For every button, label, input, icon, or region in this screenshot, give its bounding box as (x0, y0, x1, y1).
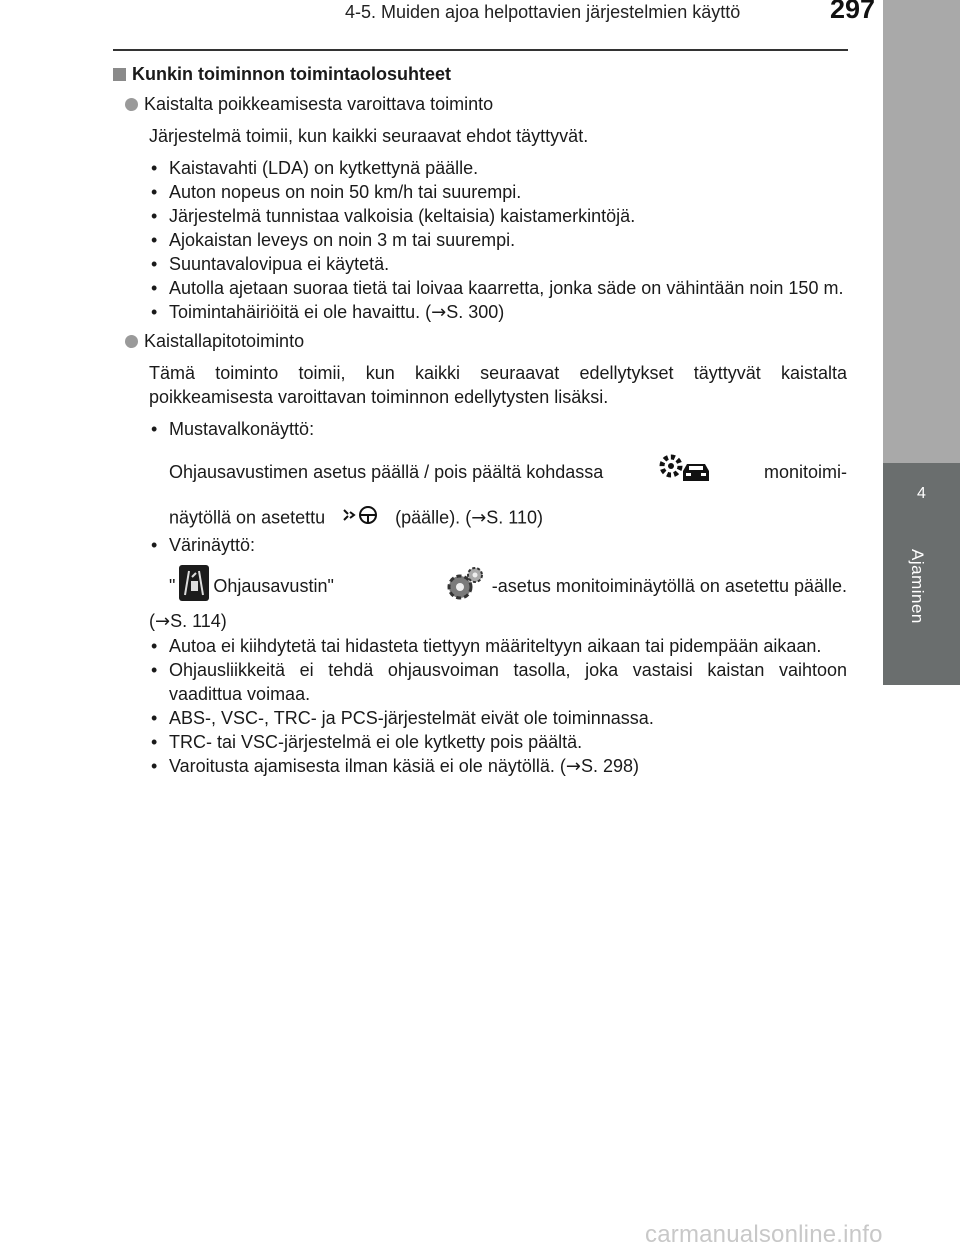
chapter-tab[interactable] (883, 463, 960, 685)
list-item: • Autolla ajetaan suoraa tietä tai loivaa kaarretta, jonka säde on vähintään noin 150 m. (149, 276, 847, 300)
side-tab-upper (883, 0, 960, 463)
page-reference-link[interactable]: S. 300) (446, 302, 505, 322)
mono-text-2: monitoimi- (763, 461, 847, 482)
header-section-title: 4-5. Muiden ajoa helpottavien järjestelmien käyttö (345, 2, 741, 22)
page-reference-link[interactable]: S. 114) (170, 611, 227, 631)
circle-bullet-icon (125, 98, 138, 111)
color-text-3: -asetus monitoiminäytöllä on asetettu päälle. (491, 576, 847, 596)
arrow-icon: → (155, 611, 171, 632)
lka-heading (125, 329, 847, 353)
square-bullet-icon (113, 68, 126, 81)
list-item: • Ajokaistan leveys on noin 3 m tai suurempi. (149, 228, 847, 252)
ldw-heading-text: Kaistalta poikkeamisesta varoittava toiminto (144, 94, 494, 114)
chapter-number: 4 (917, 485, 926, 502)
arrow-icon: → (471, 507, 487, 529)
lane-assist-icon (179, 565, 209, 607)
circle-bullet-icon (125, 335, 138, 348)
steering-assist-icon (338, 504, 382, 533)
list-item (149, 754, 847, 779)
list-item: • Kaistavahti (LDA) on kytkettynä päälle. (149, 156, 847, 180)
color-ref-line (149, 609, 847, 634)
ref-open-paren: ( (149, 611, 155, 631)
ldw-heading (125, 92, 847, 116)
list-item: • TRC- tai VSC-järjestelmä ei ole kytketty pois päältä. (149, 730, 847, 754)
lka-heading-text: Kaistallapitotoiminto (144, 331, 305, 351)
lka-display-list (149, 417, 847, 441)
settings-car-icon (653, 451, 715, 492)
list-item-text: Toimintahäiriöitä ei ole havaittu. ( (169, 302, 432, 322)
list-item: • ABS-, VSC-, TRC- ja PCS-järjestelmät eivät ole toiminnassa. (149, 706, 847, 730)
main-content (113, 62, 847, 783)
mono-text-4: (päälle). ( (395, 507, 472, 528)
lka-conditions-list (149, 634, 847, 779)
list-item-text: Varoitusta ajamisesta ilman käsiä ei ole näytöllä. ( (169, 756, 566, 776)
page-number: 297 (830, 0, 876, 24)
list-item: • Auton nopeus on noin 50 km/h tai suurempi. (149, 180, 847, 204)
section-heading (113, 62, 847, 86)
ldw-conditions-list (149, 156, 847, 325)
list-item: • Autoa ei kiihdytetä tai hidasteta tiettyyn määriteltyyn aikaan tai pidempään aikaan. (149, 634, 847, 658)
arrow-icon: → (565, 756, 581, 777)
mono-display-text (169, 451, 847, 533)
arrow-icon: → (431, 302, 447, 323)
color-text-2: Ohjausavustin" (213, 576, 334, 596)
header-divider (113, 49, 848, 51)
color-text-1: " (169, 576, 176, 596)
list-item: • Järjestelmä tunnistaa valkoisia (keltaisia) kaistamerkintöjä. (149, 204, 847, 228)
mono-text-1: Ohjausavustimen asetus päällä / pois päältä kohdassa (169, 461, 604, 482)
list-item: • Suuntavalovipua ei käytetä. (149, 252, 847, 276)
gear-settings-icon (442, 565, 486, 607)
section-heading-text: Kunkin toiminnon toimintaolosuhteet (132, 64, 451, 84)
ldw-intro: Järjestelmä toimii, kun kaikki seuraavat ehdot täyttyvät. (149, 126, 589, 146)
lka-intro: Tämä toiminto toimii, kun kaikki seuraavat edellytykset täyttyvät kaistalta poikkeamisesta varoittavan toiminnon edellytysten lisäksi. (149, 363, 847, 407)
mono-text-3: näytöllä on asetettu (169, 507, 326, 528)
page-reference-link[interactable]: S. 110) (486, 507, 543, 528)
lka-color-list (149, 533, 847, 557)
list-item: • Mustavalkonäyttö: (149, 417, 847, 441)
chapter-title: Ajaminen (908, 549, 927, 624)
watermark: carmanualsonline.info (645, 1221, 883, 1248)
list-item (149, 300, 847, 325)
color-display-text (169, 565, 847, 607)
list-item: • Värinäyttö: (149, 533, 847, 557)
page-reference-link[interactable]: S. 298) (580, 756, 639, 776)
list-item: • Ohjausliikkeitä ei tehdä ohjausvoiman tasolla, joka vastaisi kaistan vaihtoon vaadittua voimaa. (149, 658, 847, 706)
